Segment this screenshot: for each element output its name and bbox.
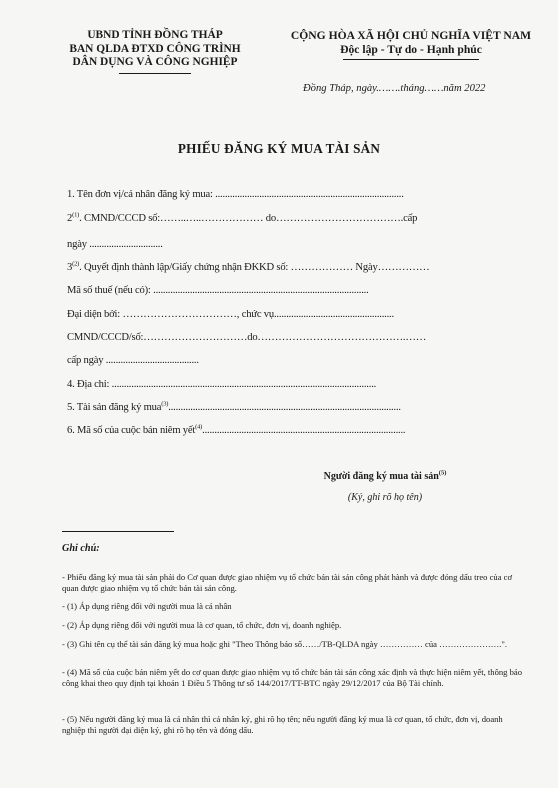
motto-line: Độc lập - Tự do - Hạnh phúc [340,43,482,56]
note-item: - Phiếu đăng ký mua tài sản phải do Cơ quan được giao nhiệm vụ tổ chức bán tài sản công phát hành và được đóng dấu treo của cơ quan được giao nhiệm vụ tổ chức bán tài sản công. [62,572,513,593]
note-item: - (1) Áp dụng riêng đối với người mua là cá nhân [62,601,232,611]
field-rep-issue-date: cấp ngày ...................................... [67,355,199,366]
country-line: CỘNG HÒA XÃ HỘI CHỦ NGHĨA VIỆT NAM [290,29,532,42]
field-business-license: 3$^{(2)}$. Quyết định thành lập/Giấy chứng nhận ĐKKD số: ……………… Ngày…………… [67,260,430,273]
field-tax-code: Mã số thuế (nếu có): ........................................................................................ [67,285,369,296]
national-header [272,29,550,57]
note-item: - (2) Áp dụng riêng đối với người mua là cơ quan, tổ chức, đơn vị, doanh nghiệp. [62,620,342,630]
field-buyer-name: 1. Tên đơn vị/cá nhân đăng ký mua: ............................................................................. [67,189,404,200]
division-line: DÂN DỤNG VÀ CÔNG NGHIỆP [72,56,238,68]
province-line: UBND TỈNH ĐỒNG THÁP [87,29,223,41]
note-item: - (5) Nếu người đăng ký mua là cá nhân thì cá nhân ký, ghi rõ họ tên; nếu người đăng ký mua là cơ quan, tổ chức, đơn vị, doanh nghiệp thì người đại diện ký, ghi rõ họ tên và đóng dấu. [62,714,503,735]
motto-underline [343,59,479,60]
board-line: BAN QLDA ĐTXD CÔNG TRÌNH [69,42,241,55]
note-item: - (3) Ghi tên cụ thể tài sản đăng ký mua hoặc ghi "Theo Thông báo số……/TB-QLDA ngày …………… của ………………….". [62,639,508,649]
field-id-date: ngày .............................. [67,239,163,250]
date-line: Đồng Tháp, ngày.…….tháng……năm 2022 [303,83,486,94]
notes-heading: Ghi chú: [62,543,100,554]
field-rep-id: CMND/CCCD/số:…………………………do…………………………………….…… [67,332,427,343]
note-item: - (4) Mã số của cuộc bán niêm yết do cơ quan được giao nhiệm vụ tổ chức bán tài sản công xác định và thực hiện niêm yết, thông báo công khai theo quy định tại khoản 1 Điều 5 Thông tư số 144/2017/TT-BTC ngày 29/12/2017 của Bộ Tài chính. [62,667,523,688]
field-id-number: 2$^{(1)}$. CMND/CCCD số:……..…..……………… do……………………………….cấp [67,211,418,224]
field-address: 4. Địa chỉ: ............................................................................................................ [67,379,377,390]
agency-underline [119,73,191,74]
signature-note: (Ký, ghi rõ họ tên) [347,492,423,503]
footnote-separator [62,531,174,532]
field-asset: 5. Tài sản đăng ký mua$^{(3)}$............................................................................................... [67,400,401,413]
page-title: PHIẾU ĐĂNG KÝ MUA TÀI SẢN [177,141,381,156]
agency-header [52,29,258,70]
signature-label: Người đăng ký mua tài sản$^{(5)}$ [323,469,447,482]
field-representative: Đại diện bởi: ……………………………, chức vụ................................................. [67,309,394,320]
field-listing-code: 6. Mã số của cuộc bán niêm yết$^{(4)}$................................................................................... [67,423,406,436]
